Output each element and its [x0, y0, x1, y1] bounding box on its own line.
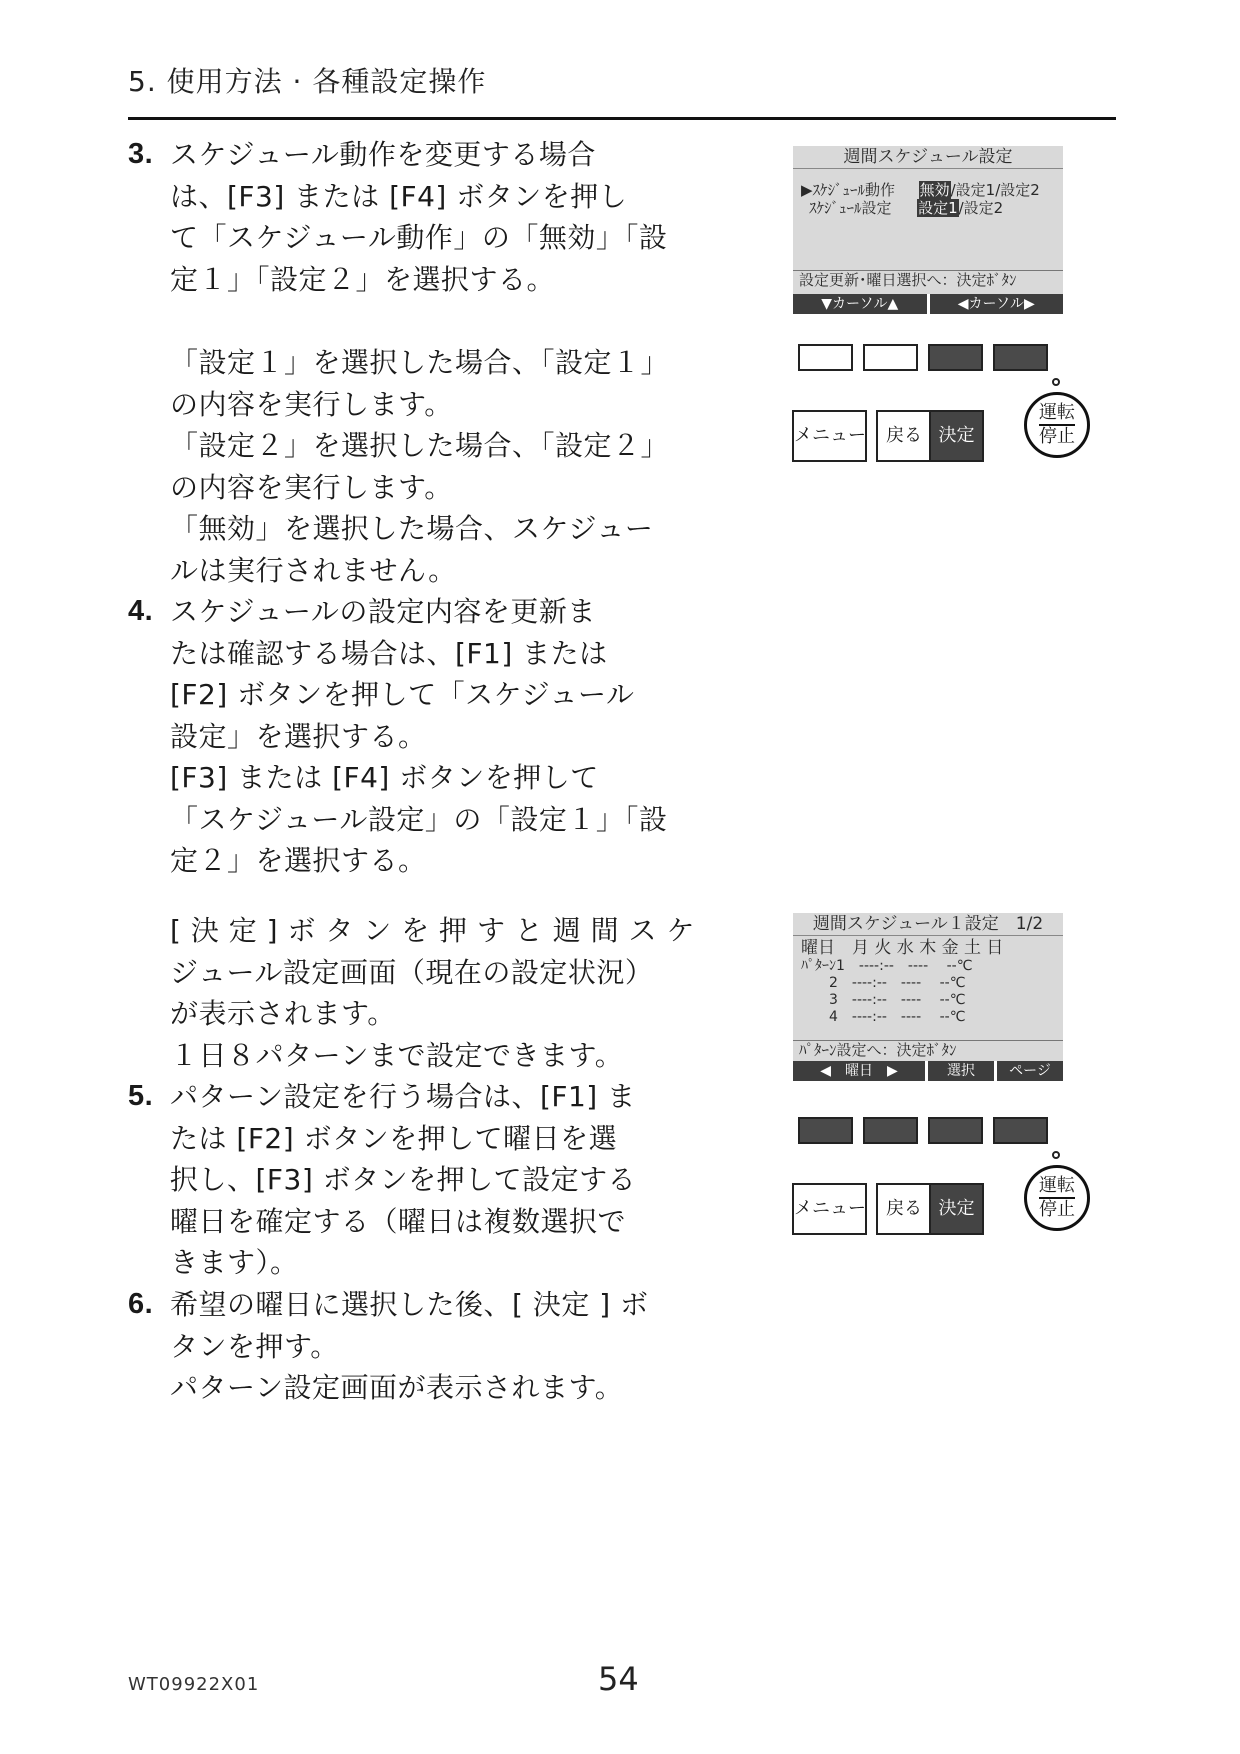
- power-led-icon: [1052, 1151, 1060, 1159]
- f3-button[interactable]: [928, 344, 983, 371]
- step-line: 定２」を選択する。: [170, 844, 427, 877]
- step-line: たは [F2] ボタンを押して曜日を選: [170, 1121, 618, 1155]
- f2-button[interactable]: [863, 344, 918, 371]
- step-line: 択し、[F3] ボタンを押して設定する: [170, 1163, 637, 1196]
- lcd-footer: ﾊﾟﾀｰﾝ設定へ：決定ﾎﾞﾀﾝ: [793, 1040, 1063, 1059]
- step-number: 3.: [128, 138, 154, 170]
- step-line: 曜日を確定する（曜日は複数選択で: [170, 1204, 627, 1238]
- f1-button[interactable]: [798, 344, 853, 371]
- step-line: 設定」を選択する。: [170, 719, 427, 753]
- f2-button[interactable]: [863, 1117, 918, 1144]
- note-line: １日８パターンまで設定できます。: [170, 1038, 624, 1072]
- step-number: 4.: [128, 595, 154, 627]
- lcd-fkey-label: 選択: [928, 1061, 994, 1081]
- menu-button[interactable]: メニュー: [792, 410, 867, 462]
- lcd-selected-value: 無効: [919, 181, 950, 199]
- step-line: たは確認する場合は、[F1] または: [170, 636, 608, 670]
- onoff-label-top: 運転: [1039, 403, 1075, 426]
- lcd-label: ▶ｽｹｼﾞｭｰﾙ動作: [801, 181, 896, 199]
- lcd-fkey-label: ▼カーソル▲: [793, 294, 927, 314]
- step-3: [128, 134, 668, 300]
- note-line: が表示されます。: [170, 997, 396, 1030]
- lcd-options: /設定2: [958, 199, 1004, 217]
- step-3-note: [128, 342, 668, 591]
- power-led-icon: [1052, 378, 1060, 386]
- lcd-title: 週間スケジュール１設定 1/2: [793, 913, 1063, 936]
- note-line: の内容を実行します。: [170, 387, 453, 421]
- f4-button[interactable]: [993, 344, 1048, 371]
- lcd-label: ｽｹｼﾞｭｰﾙ設定: [809, 199, 892, 217]
- note-line: 「無効」を選択した場合、スケジュー: [170, 512, 654, 545]
- enter-button[interactable]: 決定: [929, 1183, 984, 1235]
- lcd-title: 週間スケジュール設定: [793, 146, 1063, 169]
- back-button[interactable]: 戻る: [876, 1183, 930, 1235]
- lcd-pattern-row: 3 ----:-- ---- --℃: [801, 992, 966, 1008]
- lcd-screen-weekly: [793, 913, 1063, 1081]
- lcd-function-labels: [793, 294, 1063, 314]
- step-line: て「スケジュール動作」の「無効」「設: [170, 221, 668, 254]
- onoff-label-bottom: 停止: [1039, 1199, 1075, 1220]
- step-line: 希望の曜日に選択した後、[ 決定 ] ボ: [170, 1288, 649, 1321]
- enter-button[interactable]: 決定: [929, 410, 984, 462]
- function-buttons: [798, 1117, 1048, 1144]
- header-rule: [128, 117, 1116, 120]
- lcd-function-labels: [793, 1061, 1063, 1081]
- step-number: 6.: [128, 1288, 154, 1320]
- onoff-control: [1024, 378, 1094, 468]
- onoff-label-bottom: 停止: [1039, 426, 1075, 447]
- step-line: 定１」「設定２」を選択する。: [170, 262, 556, 296]
- step-line: [F3] または [F4] ボタンを押して: [170, 761, 599, 794]
- step-line: スケジュールの設定内容を更新ま: [170, 595, 596, 628]
- onoff-label-top: 運転: [1039, 1176, 1075, 1199]
- lcd-pattern-row: ﾊﾟﾀｰﾝ1 ----:-- ---- --℃: [801, 958, 973, 974]
- step-line: パターン設定を行う場合は、[F1] ま: [170, 1080, 636, 1113]
- lcd-footer: 設定更新･曜日選択へ：決定ﾎﾞﾀﾝ: [793, 270, 1063, 289]
- step-5: [128, 1076, 668, 1284]
- lcd-options: /設定1/設定2: [950, 181, 1040, 199]
- lcd-fkey-label: ◀カーソル▶: [930, 294, 1064, 314]
- lcd-row-schedule-setting: [793, 199, 1063, 217]
- step-line: スケジュール動作を変更する場合: [170, 138, 596, 171]
- lcd-weekday-header: 曜日 月 火 水 木 金 土 日: [801, 938, 1004, 958]
- step-line: タンを押す。: [170, 1329, 339, 1363]
- step-line: 「スケジュール設定」の「設定１」「設: [170, 802, 668, 836]
- step-4-note: [128, 910, 695, 1076]
- note-line: [ 決 定 ] ボ タ ン を 押 す と 週 間 ス ケ: [170, 914, 695, 947]
- step-number: 5.: [128, 1080, 154, 1112]
- lcd-screen-schedule: [793, 146, 1063, 314]
- note-line: の内容を実行します。: [170, 470, 453, 504]
- note-line: 「設定１」を選択した場合、「設定１」: [170, 346, 670, 379]
- onoff-button[interactable]: [1024, 1165, 1090, 1231]
- step-4: [128, 591, 668, 882]
- menu-button[interactable]: メニュー: [792, 1183, 867, 1235]
- note-line: 「設定２」を選択した場合、「設定２」: [170, 429, 670, 462]
- lcd-pattern-row: 4 ----:-- ---- --℃: [801, 1009, 966, 1025]
- f1-button[interactable]: [798, 1117, 853, 1144]
- back-button[interactable]: 戻る: [876, 410, 930, 462]
- lcd-row-schedule-operation: [793, 181, 1063, 199]
- document-code: WT09922X01: [128, 1674, 260, 1695]
- f4-button[interactable]: [993, 1117, 1048, 1144]
- step-line: きます）。: [170, 1246, 299, 1279]
- note-line: ルは実行されません。: [170, 553, 457, 587]
- onoff-button[interactable]: [1024, 392, 1090, 458]
- lcd-fkey-label: ページ: [997, 1061, 1063, 1081]
- step-line: パターン設定画面が表示されます。: [170, 1371, 624, 1404]
- note-line: ジュール設定画面（現在の設定状況）: [170, 955, 654, 989]
- lcd-selected-value: 設定1: [918, 199, 958, 217]
- step-line: は、[F3] または [F4] ボタンを押し: [170, 179, 628, 213]
- lcd-pattern-row: 2 ----:-- ---- --℃: [801, 975, 966, 991]
- page-number: 54: [598, 1660, 639, 1698]
- section-title: 5. 使用方法 · 各種設定操作: [128, 65, 487, 98]
- lcd-fkey-label: ◀ 曜日 ▶: [793, 1061, 925, 1081]
- step-6: [128, 1284, 668, 1409]
- step-line: [F2] ボタンを押して「スケジュール: [170, 678, 635, 711]
- onoff-control: [1024, 1151, 1094, 1241]
- f3-button[interactable]: [928, 1117, 983, 1144]
- function-buttons: [798, 344, 1048, 371]
